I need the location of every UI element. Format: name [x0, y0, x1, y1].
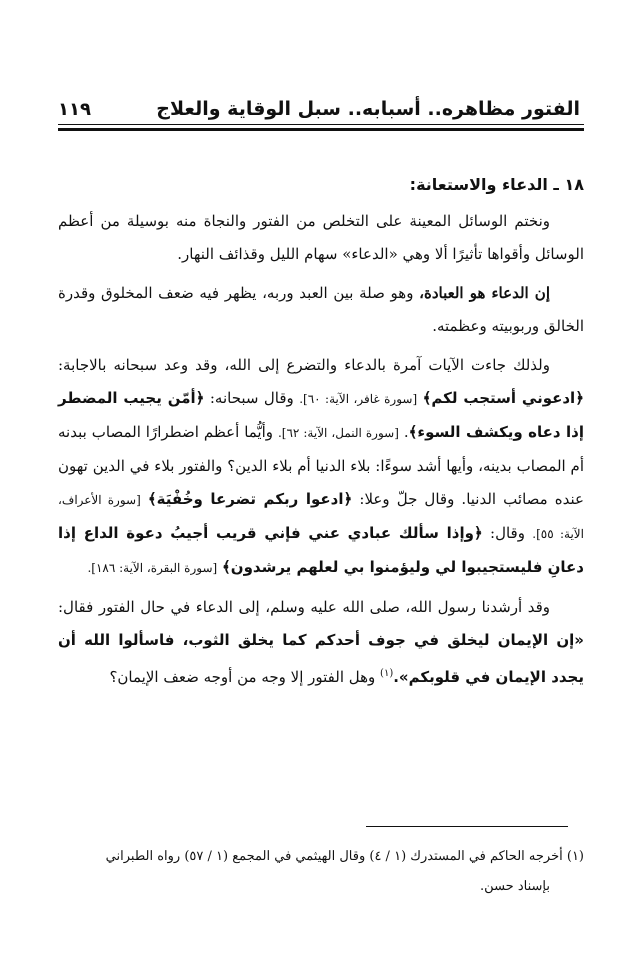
paragraph-2	[58, 277, 584, 343]
quran-ref-3: [سورة الأعراف، الآية: ٥٥].	[58, 493, 584, 541]
footnote-rule	[366, 826, 568, 827]
page-number: ١١٩	[58, 99, 91, 120]
quran-quote-2: ﴿أمّن يجيب المضطر إذا دعاه ويكشف السوء﴾	[58, 389, 584, 441]
header-rule	[58, 124, 584, 131]
page-header	[58, 86, 580, 120]
section-heading: ١٨ ـ الدعاء والاستعانة:	[409, 175, 584, 194]
footnote-line-1: (١) أخرجه الحاكم في المستدرك (١ / ٤) وقال الهيثمي في المجمع (١ / ٥٧) رواه الطبراني	[105, 849, 584, 864]
paragraph-3-mid-1: وقال سبحانه:	[209, 389, 300, 407]
quran-ref-4: [سورة البقرة، الآية: ١٨٦].	[87, 561, 218, 575]
paragraph-3-mid-3: وقال:	[490, 524, 533, 542]
paragraph-3-intro: ولذلك جاءت الآيات آمرة بالدعاء والتضرع إلى الله، وقد وعد سبحانه بالاجابة:	[58, 356, 550, 374]
paragraph-2-bold: إن الدعاء هو العبادة،	[419, 284, 550, 302]
paragraph-4	[58, 591, 584, 694]
footnote-marker: (١)	[380, 668, 394, 679]
quran-ref-2: [سورة النمل، الآية: ٦٢].	[277, 426, 399, 440]
paragraph-1-text: ونختم الوسائل المعينة على التخلص من الفتور والنجاة منه بوسيلة من أعظم الوسائل وأقواها تأثيرًا ألا وهي «الدعاء» سهام الليل وقذائف النهار.	[58, 212, 584, 263]
quran-quote-1: ﴿ادعوني أستجب لكم﴾	[422, 389, 584, 407]
main-text	[58, 168, 584, 700]
paragraph-1	[58, 205, 584, 271]
quran-quote-3: ﴿ادعوا ربكم تضرعا وخُفْيَة﴾	[147, 490, 353, 508]
paragraph-4-end: وهل الفتور إلا وجه من أوجه ضعف الإيمان؟	[109, 668, 381, 686]
running-title: الفتور مظاهره.. أسبابه.. سبل الوقاية والعلاج	[156, 98, 580, 120]
quran-quote-4: ﴿وإذا سألك عبادي عني فإني قريب أجيبُ دعوة الداع إذا دعانِ فليستجيبوا لي وليؤمنوا بي لعلهم يرشدون﴾	[58, 524, 584, 576]
footnote	[58, 842, 584, 902]
quran-ref-1: [سورة غافر، الآية: ٦٠].	[299, 392, 418, 406]
footnote-line-2: بإسناد حسن.	[480, 879, 550, 894]
paragraph-3-mid-2: وأيُّما أعظم اضطرارًا المصاب ببدنه أم المصاب بدينه، وأيها أشد سوءًا: بلاء الدنيا أم بلاء الدين؟ والفتور بلاء في الدين تهون عنده مصائب الدنيا. وقال جلّ وعلا:	[58, 423, 584, 508]
paragraph-4-intro: وقد أرشدنا رسول الله، صلى الله عليه وسلم، إلى الدعاء في حال الفتور فقال:	[58, 598, 550, 616]
hadith-quote: «إن الإيمان ليخلق في جوف أحدكم كما يخلق الثوب، فاسألوا الله أن يجدد الإيمان في قلوبكم».	[58, 631, 584, 686]
paragraph-3: ولذلك جاءت الآيات آمرة بالدعاء والتضرع إلى الله، وقد وعد سبحانه بالاجابة: ﴿ادعوني أستجب لكم﴾ [سورة غافر، الآية: ٦٠]. وقال سبحانه: ﴿أمّن يجيب المضطر إذا دعاه ويكشف السوء﴾. [سورة النمل، الآية: ٦٢]. وأيُّما أعظم اضطرارًا المصاب ببدنه أم المصاب بدينه، وأيها أشد سوءًا: بلاء الدنيا أم بلاء الدين؟ والفتور بلاء في الدين تهون عنده مصائب الدنيا. وقال جلّ وعلا: ﴿ادعوا ربكم تضرعا وخُفْيَة﴾ [سورة الأعراف، الآية: ٥٥]. وقال: ﴿وإذا سألك عبادي عني فإني قريب أجيبُ دعوة الداع إذا دعانِ فليستجيبوا لي وليؤمنوا بي لعلهم يرشدون﴾ [سورة البقرة، الآية: ١٨٦].	[58, 356, 584, 576]
paragraph-2-text: وهو صلة بين العبد وربه، يظهر فيه ضعف المخلوق وقدرة الخالق وربوبيته وعظمته.	[58, 284, 584, 335]
